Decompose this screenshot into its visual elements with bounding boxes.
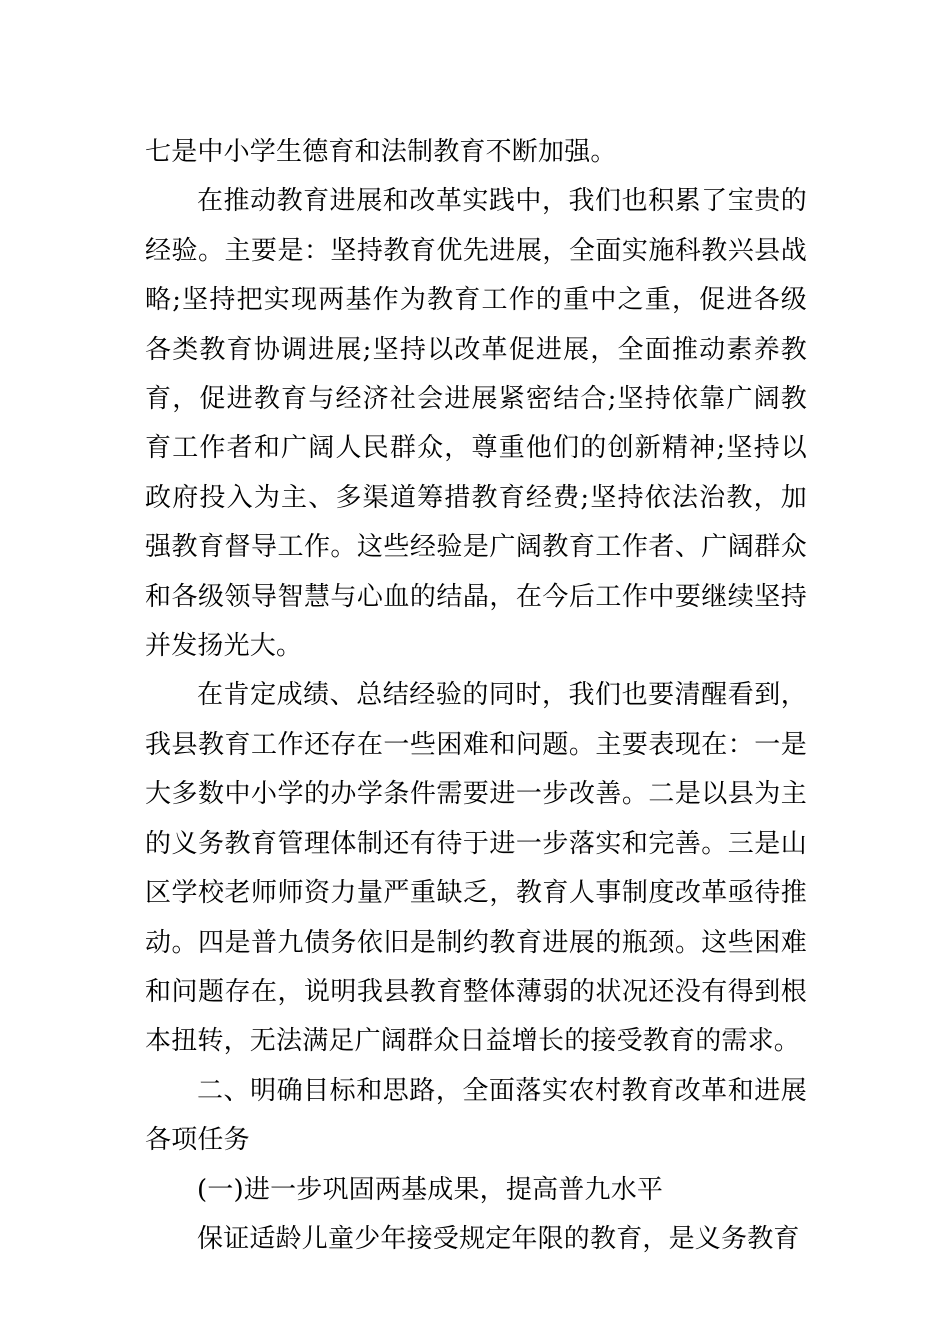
section-heading: 二、明确目标和思路，全面落实农村教育改革和进展各项任务 xyxy=(145,1075,807,1156)
document-body xyxy=(145,128,807,1264)
paragraph-2: 在推动教育进展和改革实践中，我们也积累了宝贵的经验。主要是：坚持教育优先进展，全面实施科教兴县战略;坚持把实现两基作为教育工作的重中之重，促进各级各类教育协调进展;坚持以改革促进展，全面推动素养教育，促进教育与经济社会进展紧密结合;坚持依靠广阔教育工作者和广阔人民群众，尊重他们的创新精神;坚持以政府投入为主、多渠道筹措教育经费;坚持依法治教，加强教育督导工作。这些经验是广阔教育工作者、广阔群众和各级领导智慧与心血的结晶，在今后工作中要继续坚持并发扬光大。 xyxy=(145,186,807,662)
paragraph-3: 在肯定成绩、总结经验的同时，我们也要清醒看到，我县教育工作还存在一些困难和问题。主要表现在：一是大多数中小学的办学条件需要进一步改善。二是以县为主的义务教育管理体制还有待于进一步落实和完善。三是山区学校老师师资力量严重缺乏，教育人事制度改革亟待推动。四是普九债务依旧是制约教育进展的瓶颈。这些困难和问题存在，说明我县教育整体薄弱的状况还没有得到根本扭转，无法满足广阔群众日益增长的接受教育的需求。 xyxy=(145,680,807,1057)
paragraph-1: 七是中小学生德育和法制教育不断加强。 xyxy=(145,137,617,167)
paragraph-4: 保证适龄儿童少年接受规定年限的教育，是义务教育 xyxy=(197,1223,800,1254)
subsection-heading: (一)进一步巩固两基成果，提高普九水平 xyxy=(197,1174,664,1205)
